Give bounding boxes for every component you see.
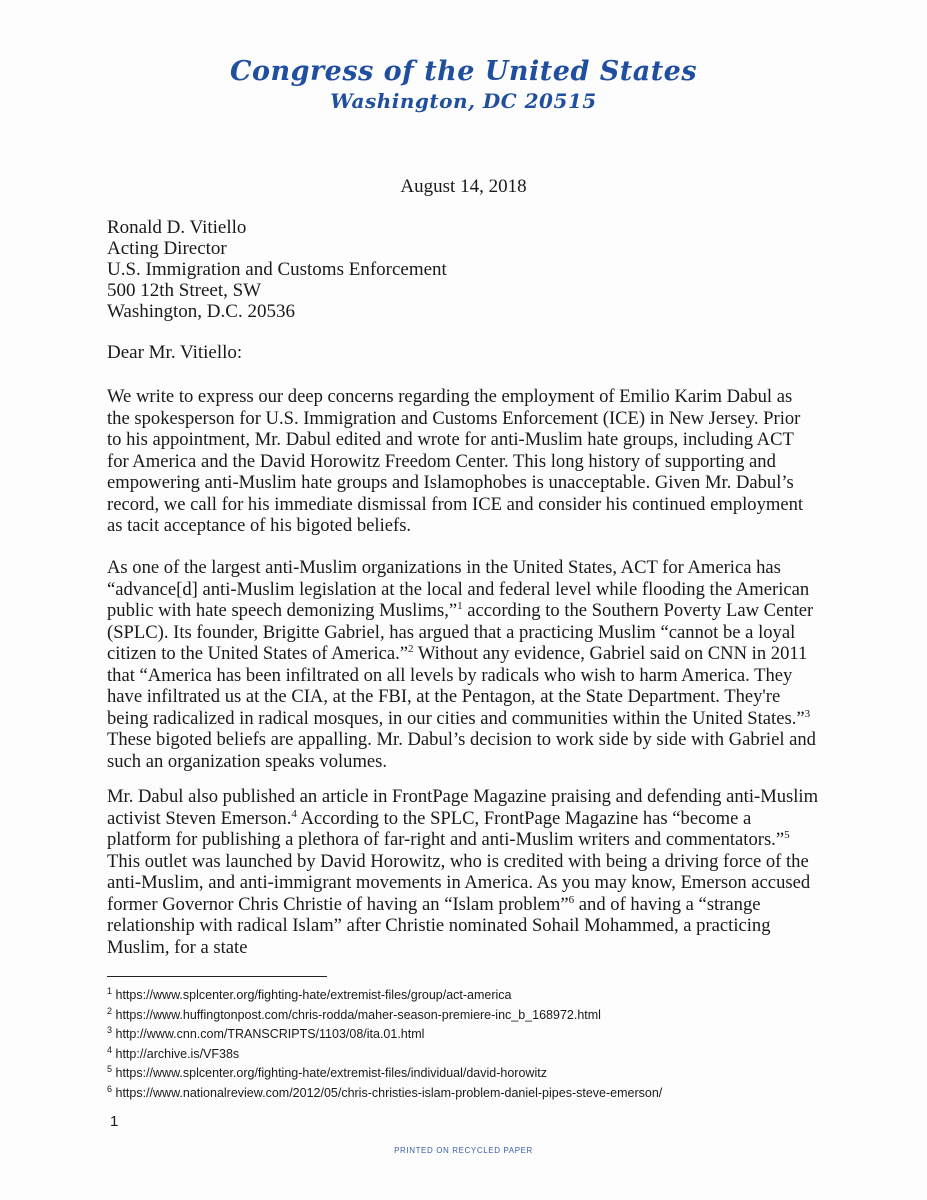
- body-paragraph-2: [107, 557, 819, 772]
- page-number: 1: [110, 1113, 119, 1130]
- recipient-city: Washington, D.C. 20536: [107, 301, 295, 322]
- paragraph-text: According to the SPLC, FrontPage Magazine has “become a platform for publishing a plethora of far-right and anti-Muslim writers and commentators.”: [107, 807, 785, 850]
- footnote-url[interactable]: https://www.splcenter.org/fighting-hate/extremist-files/group/act-america: [115, 988, 512, 1002]
- paragraph-text: As one of the largest anti-Muslim organizations in the United States, ACT for America has “advance[d] anti-Muslim legislation at the local and federal level while flooding the American public with hate speech demonizing Muslims,”: [107, 557, 810, 621]
- recipient-address: [107, 217, 447, 322]
- paragraph-text: according to the Southern Poverty Law Center (SPLC). Its founder, Brigitte Gabriel, has argued that a practicing Muslim “cannot be a loyal citizen to the United States of America.”: [107, 600, 814, 664]
- footnote-ref: 3: [804, 707, 811, 720]
- footnote-ref: 6: [568, 893, 575, 906]
- recipient-title: Acting Director: [107, 238, 227, 259]
- footnote-3[interactable]: [107, 1025, 662, 1045]
- letterhead: [0, 55, 927, 113]
- footnote-url[interactable]: http://www.cnn.com/TRANSCRIPTS/1103/08/ita.01.html: [115, 1027, 425, 1041]
- footnote-ref: 1: [457, 599, 463, 612]
- footnote-number: 5: [107, 1063, 113, 1074]
- paragraph-text: We write to express our deep concerns regarding the employment of Emilio Karim Dabul as the spokesperson for U.S. Immigration and Customs Enforcement (ICE) in New Jersey. Prior to his appointment, Mr. Dabul edited and wrote for anti-Muslim hate groups, including ACT for America and the David Horowitz Freedom Center. This long history of supporting and empowering anti-Muslim hate groups and Islamophobes is unacceptable. Given Mr. Dabul’s record, we call for his immediate dismissal from ICE and consider his continued employment as tacit acceptance of his bigoted beliefs.: [107, 386, 804, 536]
- body-paragraph-1: [107, 386, 819, 537]
- footnote-number: 4: [107, 1044, 113, 1055]
- footnote-url[interactable]: https://www.splcenter.org/fighting-hate/extremist-files/individual/david-horowitz: [115, 1066, 547, 1080]
- recipient-name: Ronald D. Vitiello: [107, 217, 247, 238]
- footnote-ref: 4: [291, 807, 297, 820]
- paragraph-text: These bigoted beliefs are appalling. Mr. Dabul’s decision to work side by side with Gabriel and such an organization speaks volumes.: [107, 729, 816, 772]
- salutation: Dear Mr. Vitiello:: [107, 342, 243, 363]
- footnote-number: 2: [107, 1005, 113, 1016]
- letterhead-subtitle: Washington, DC 20515: [330, 89, 597, 113]
- footnote-6[interactable]: [107, 1084, 662, 1104]
- footnote-ref: 2: [408, 642, 414, 655]
- footnote-number: 3: [107, 1024, 113, 1035]
- footnotes: [107, 986, 662, 1103]
- footnote-url[interactable]: https://www.huffingtonpost.com/chris-rodda/maher-season-premiere-inc_b_168972.html: [115, 1007, 601, 1022]
- recycled-paper-notice: PRINTED ON RECYCLED PAPER: [394, 1146, 533, 1155]
- body-paragraph-3: [107, 786, 819, 958]
- paragraph-text: and of having a “strange relationship with radical Islam” after Christie nominated Sohail Mohammed, a practicing Muslim, for a state: [107, 893, 771, 958]
- footnote-number: 6: [107, 1083, 113, 1094]
- letter-date: August 14, 2018: [400, 176, 527, 197]
- paragraph-text: Without any evidence, Gabriel said on CNN in 2011 that “America has been infiltrated on all levels by radicals who wish to harm America. They have infiltrated us at the CIA, at the FBI, at the Pentagon, at the State Department. They're being radicalized in radical mosques, in our cities and communities within the United States.”: [107, 643, 808, 729]
- footnote-4[interactable]: [107, 1045, 662, 1065]
- footnote-ref: 5: [784, 828, 790, 841]
- paragraph-text: This outlet was launched by David Horowitz, who is credited with being a driving force of the anti-Muslim, and anti-immigrant movements in America. As you may know, Emerson accused former Governor Chris Christie of having an “Islam problem”: [107, 850, 811, 915]
- recipient-street: 500 12th Street, SW: [107, 280, 262, 301]
- footnote-2[interactable]: [107, 1006, 662, 1026]
- footnote-divider: [107, 976, 327, 977]
- footnote-5[interactable]: [107, 1064, 662, 1084]
- footnote-1[interactable]: [107, 986, 662, 1006]
- paragraph-text: Mr. Dabul also published an article in FrontPage Magazine praising and defending anti-Muslim activist Steven Emerson.: [107, 786, 819, 829]
- letterhead-title: Congress of the United States: [229, 56, 698, 87]
- footnote-url[interactable]: http://archive.is/VF38s: [115, 1046, 240, 1061]
- footnote-number: 1: [107, 985, 113, 996]
- footnote-url[interactable]: https://www.nationalreview.com/2012/05/chris-christies-islam-problem-daniel-pipes-steve-emerson/: [115, 1085, 663, 1100]
- recipient-agency: U.S. Immigration and Customs Enforcement: [107, 259, 447, 280]
